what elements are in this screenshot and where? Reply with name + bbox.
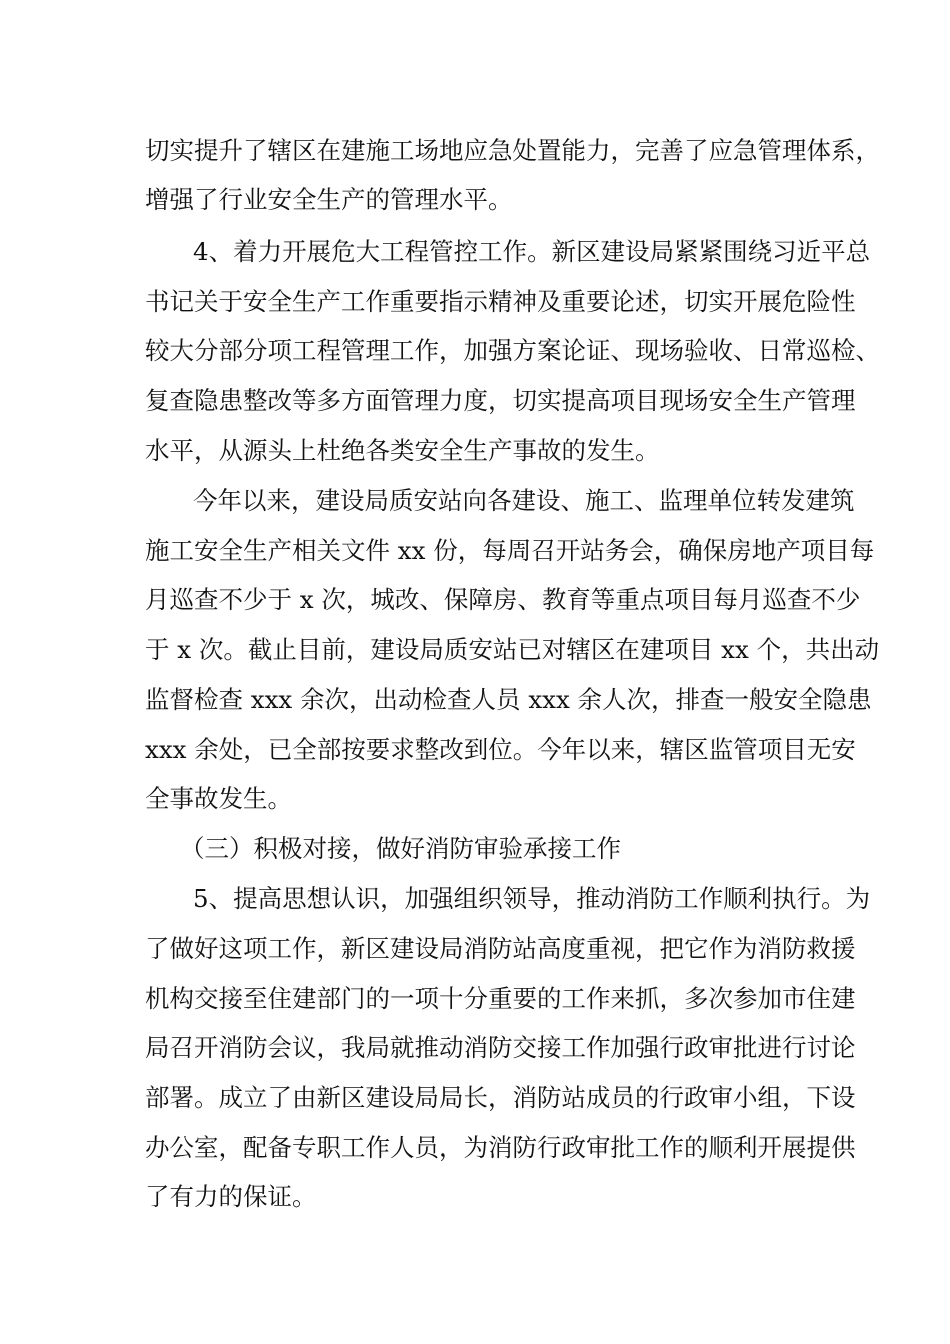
text-line: 了做好这项工作，新区建设局消防站高度重视，把它作为消防救援 (145, 934, 856, 963)
text-line: 全事故发生。 (145, 784, 292, 813)
section-heading: （三）积极对接，做好消防审验承接工作 (180, 834, 621, 863)
text-line: 部署。成立了由新区建设局局长，消防站成员的行政审小组，下设 (145, 1083, 856, 1112)
text-line: 5、提高思想认识，加强组织领导，推动消防工作顺利执行。为 (193, 884, 871, 913)
text-line: 监督检查 xxx 余次，出动检查人员 xxx 余人次，排查一般安全隐患 (145, 685, 872, 714)
text-line: 机构交接至住建部门的一项十分重要的工作来抓，多次参加市住建 (145, 984, 856, 1013)
text-line: 施工安全生产相关文件 xx 份，每周召开站务会，确保房地产项目每 (145, 536, 875, 565)
text-line: 较大分部分项工程管理工作，加强方案论证、现场验收、日常巡检、 (145, 336, 880, 365)
text-line: 增强了行业安全生产的管理水平。 (145, 185, 513, 214)
text-line: 办公室，配备专职工作人员，为消防行政审批工作的顺利开展提供 (145, 1133, 856, 1162)
text-line: 水平，从源头上杜绝各类安全生产事故的发生。 (145, 436, 660, 465)
text-line: 局召开消防会议，我局就推动消防交接工作加强行政审批进行讨论 (145, 1033, 856, 1062)
text-line: xxx 余处，已全部按要求整改到位。今年以来，辖区监管项目无安 (145, 735, 856, 764)
text-line: 于 x 次。截止目前，建设局质安站已对辖区在建项目 xx 个，共出动 (145, 635, 880, 664)
text-line: 月巡查不少于 x 次，城改、保障房、教育等重点项目每月巡查不少 (145, 585, 861, 614)
text-line: 了有力的保证。 (145, 1182, 317, 1211)
text-line: 复查隐患整改等多方面管理力度，切实提高项目现场安全生产管理 (145, 386, 856, 415)
text-line: 切实提升了辖区在建施工场地应急处置能力，完善了应急管理体系， (145, 136, 880, 165)
text-line: 4、着力开展危大工程管控工作。新区建设局紧紧围绕习近平总 (193, 237, 871, 266)
text-line: 书记关于安全生产工作重要指示精神及重要论述，切实开展危险性 (145, 287, 856, 316)
text-line: 今年以来，建设局质安站向各建设、施工、监理单位转发建筑 (193, 486, 855, 515)
